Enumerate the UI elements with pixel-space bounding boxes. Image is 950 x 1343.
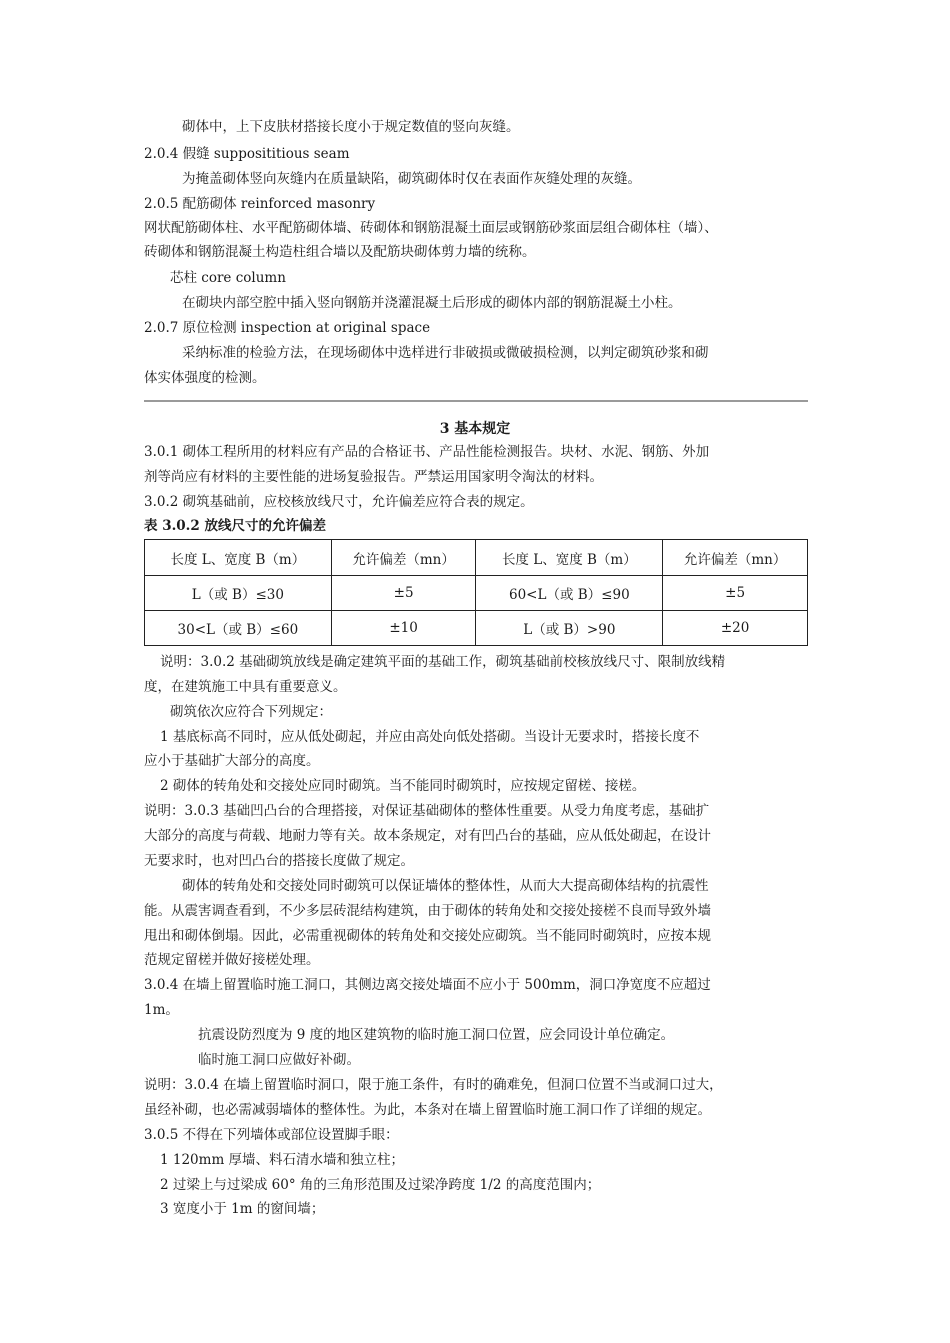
term-heading-2-0-7: 2.0.7 原位检测 inspection at original space xyxy=(144,320,431,336)
table-caption: 表 3.0.2 放线尺寸的允许偏差 xyxy=(144,518,326,534)
text-line: 砌体中，上下皮肤材搭接长度小于规定数值的竖向灰缝。 xyxy=(182,119,520,135)
text-line: 度，在建筑施工中具有重要意义。 xyxy=(144,679,347,695)
text-line: 砌筑依次应符合下列规定： xyxy=(170,704,332,720)
horizontal-divider xyxy=(144,400,808,402)
section-title: 3 基本规定 xyxy=(439,421,511,437)
text-line: 砖砌体和钢筋混凝土构造柱组合墙以及配筋块砌体剪力墙的统称。 xyxy=(144,244,536,260)
text-line: 能。从震害调查看到，不少多层砖混结构建筑，由于砌体的转角处和交接处接槎不良而导致外墙 xyxy=(144,903,711,919)
table-cell: ±5 xyxy=(663,576,808,611)
table-header-row xyxy=(145,540,808,576)
text-line: 无要求时，也对凹凸台的搭接长度做了规定。 xyxy=(144,853,414,869)
list-item-2: 2 过梁上与过梁成 60° 角的三角形范围及过梁净跨度 1/2 的高度范围内； xyxy=(160,1177,601,1193)
clause-3-0-5: 3.0.5 不得在下列墙体或部位设置脚手眼： xyxy=(144,1127,399,1143)
text-line: 范规定留槎并做好接槎处理。 xyxy=(144,952,320,968)
text-line: 甩出和砌体倒塌。因此，必需重视砌体的转角处和交接处应砌筑。当不能同时砌筑时，应按本规 xyxy=(144,928,711,944)
table-header-cell: 允许偏差（mn） xyxy=(663,540,808,576)
table-cell: 60<L（或 B）≤90 xyxy=(476,576,663,611)
term-heading-2-0-4: 2.0.4 假缝 supposititious seam xyxy=(144,146,350,162)
note-3-0-3: 说明：3.0.3 基础凹凸台的合理搭接，对保证基础砌体的整体性重要。从受力角度考虑，基础扩 xyxy=(144,803,710,819)
text-line: 为掩盖砌体竖向灰缝内在质量缺陷，砌筑砌体时仅在表面作灰缝处理的灰缝。 xyxy=(182,171,641,187)
text-line: 1m。 xyxy=(144,1002,179,1018)
tolerance-table xyxy=(144,539,808,646)
text-line: 在砌块内部空腔中插入竖向钢筋并浇灌混凝土后形成的砌体内部的钢筋混凝土小柱。 xyxy=(182,295,682,311)
text-line: 剂等尚应有材料的主要性能的进场复验报告。严禁运用国家明令淘汰的材料。 xyxy=(144,469,603,485)
table-cell: 30<L（或 B）≤60 xyxy=(145,611,332,646)
table-row xyxy=(145,576,808,611)
table-cell: L（或 B）≤30 xyxy=(145,576,332,611)
list-item-2: 2 砌体的转角处和交接处应同时砌筑。当不能同时砌筑时，应按规定留槎、接槎。 xyxy=(160,778,646,794)
table-header-cell: 长度 L、宽度 B（m） xyxy=(145,540,332,576)
text-line: 抗震设防烈度为 9 度的地区建筑物的临时施工洞口位置，应会同设计单位确定。 xyxy=(198,1027,675,1043)
table-cell: ±10 xyxy=(331,611,476,646)
note-3-0-4: 说明：3.0.4 在墙上留置临时洞口，限于施工条件，有时的确难免，但洞口位置不当或洞口过大， xyxy=(144,1077,723,1093)
table-cell: ±20 xyxy=(663,611,808,646)
text-line: 大部分的高度与荷载、地耐力等有关。故本条规定，对有凹凸台的基础，应从低处砌起，在设计 xyxy=(144,828,711,844)
table-cell: L（或 B）>90 xyxy=(476,611,663,646)
table-row xyxy=(145,611,808,646)
note-3-0-2: 说明：3.0.2 基础砌筑放线是确定建筑平面的基础工作，砌筑基础前校核放线尺寸、限制放线精 xyxy=(160,654,726,670)
table-cell: ±5 xyxy=(331,576,476,611)
term-heading-2-0-5: 2.0.5 配筋砌体 reinforced masonry xyxy=(144,196,376,212)
list-item-1: 1 基底标高不同时，应从低处砌起，并应由高处向低处搭砌。当设计无要求时，搭接长度不 xyxy=(160,729,700,745)
table-header-cell: 允许偏差（mn） xyxy=(331,540,476,576)
list-item-3: 3 宽度小于 1m 的窗间墙； xyxy=(160,1201,325,1217)
text-line: 虽经补砌，也必需减弱墙体的整体性。为此，本条对在墙上留置临时施工洞口作了详细的规定。 xyxy=(144,1102,711,1118)
text-line: 临时施工洞口应做好补砌。 xyxy=(198,1052,360,1068)
term-heading-core-column: 芯柱 core column xyxy=(170,270,286,286)
clause-3-0-2: 3.0.2 砌筑基础前，应校核放线尺寸，允许偏差应符合表的规定。 xyxy=(144,494,534,510)
text-line: 砌体的转角处和交接处同时砌筑可以保证墙体的整体性，从而大大提高砌体结构的抗震性 xyxy=(182,878,709,894)
clause-3-0-4: 3.0.4 在墙上留置临时施工洞口，其侧边离交接处墙面不应小于 500mm，洞口净宽度不应超过 xyxy=(144,977,711,993)
table-header-cell: 长度 L、宽度 B（m） xyxy=(476,540,663,576)
text-line: 网状配筋砌体柱、水平配筋砌体墙、砖砌体和钢筋混凝土面层或钢筋砂浆面层组合砌体柱（墙）、 xyxy=(144,220,718,236)
text-line: 体实体强度的检测。 xyxy=(144,370,266,386)
text-line: 采纳标准的检验方法，在现场砌体中选样进行非破损或微破损检测，以判定砌筑砂浆和砌 xyxy=(182,345,709,361)
text-line: 应小于基础扩大部分的高度。 xyxy=(144,753,320,769)
clause-3-0-1: 3.0.1 砌体工程所用的材料应有产品的合格证书、产品性能检测报告。块材、水泥、钢筋、外加 xyxy=(144,444,710,460)
list-item-1: 1 120mm 厚墙、料石清水墙和独立柱； xyxy=(160,1152,405,1168)
